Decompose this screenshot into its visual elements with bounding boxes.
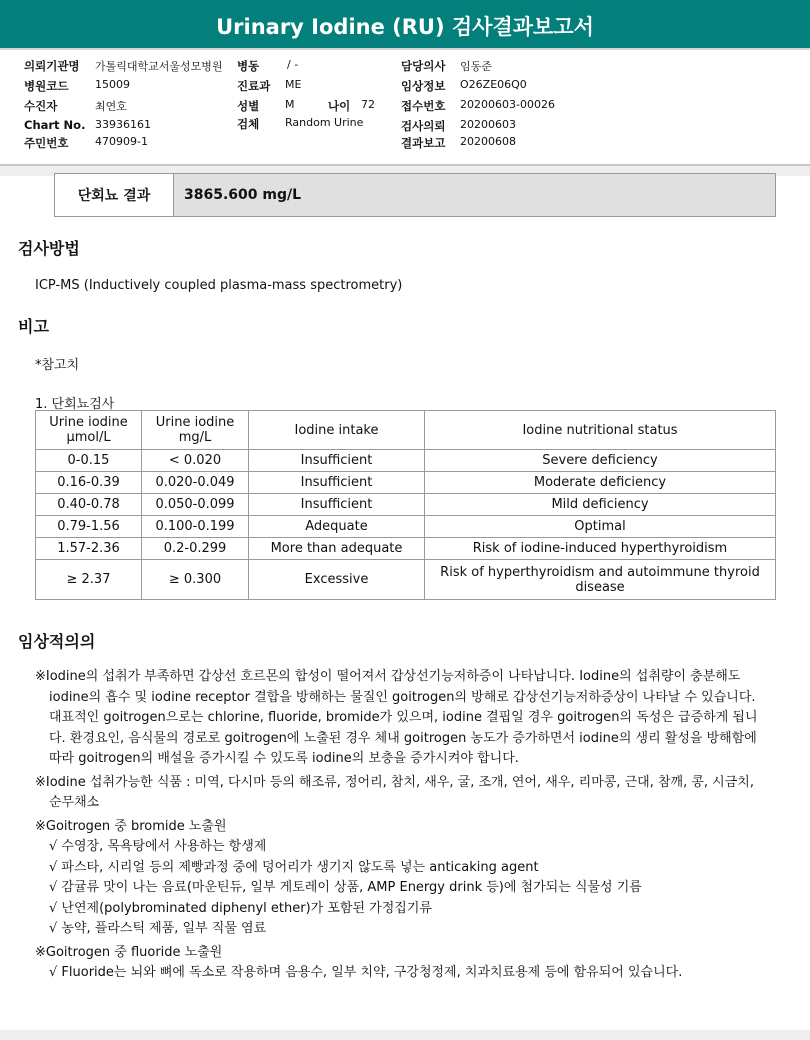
table-cell: More than adequate bbox=[249, 538, 425, 560]
table-cell: 1.57-2.36 bbox=[36, 538, 142, 560]
bromide-item: √ 수영장, 목욕탕에서 사용하는 항생제 bbox=[49, 839, 267, 854]
table-cell: 0.40-0.78 bbox=[36, 494, 142, 516]
fluoride-item: √ Fluoride는 뇌와 뼈에 독소로 작용하며 음용수, 일부 치약, 구강청정제, 치과치료용제 등에 함유되어 있습니다. bbox=[49, 965, 683, 980]
bromide-item: √ 파스타, 시리얼 등의 제빵과정 중에 덩어리가 생기지 않도록 넣는 anticaking agent bbox=[49, 859, 539, 875]
code-value: 15009 bbox=[95, 78, 130, 91]
dept-value: ME bbox=[285, 78, 302, 91]
institution-value: 가톨릭대학교서울성모병원 bbox=[95, 60, 223, 73]
method-text: ICP-MS (Inductively coupled plasma-mass spectrometry) bbox=[35, 278, 403, 293]
table-row bbox=[36, 516, 776, 538]
clinical-info-value: O26ZE06Q0 bbox=[460, 78, 527, 91]
table-cell: 0-0.15 bbox=[36, 450, 142, 472]
header-intake: Iodine intake bbox=[249, 411, 425, 450]
age-label: 나이 bbox=[328, 99, 351, 113]
report-date-value: 20200608 bbox=[460, 135, 516, 148]
table-cell: Insufficient bbox=[249, 450, 425, 472]
bottom-band bbox=[0, 1030, 810, 1040]
doctor-value: 임동준 bbox=[460, 60, 492, 73]
bromide-item: √ 농약, 플라스틱 제품, 일부 직물 염료 bbox=[49, 921, 267, 936]
header-umol: Urine iodine μmol/L bbox=[36, 411, 142, 450]
paragraph-fluoride-heading: ※Goitrogen 중 fluoride 노출원 bbox=[35, 944, 223, 960]
table-row bbox=[36, 472, 776, 494]
rrn-label: 주민번호 bbox=[24, 136, 69, 150]
patient-value: 최연호 bbox=[95, 100, 127, 113]
table-header-row bbox=[36, 411, 776, 450]
table-cell: 0.050-0.099 bbox=[142, 494, 249, 516]
header-mg: Urine iodine mg/L bbox=[142, 411, 249, 450]
table-title: 1. 단회뇨검사 bbox=[35, 397, 115, 412]
bromide-item: √ 감귤류 맛이 나는 음료(마운틴듀, 일부 게토레이 상품, AMP Energy drink 등)에 첨가되는 식물성 기름 bbox=[49, 880, 642, 895]
header-status: Iodine nutritional status bbox=[425, 411, 776, 450]
specimen-label: 검체 bbox=[237, 117, 260, 131]
result-value: 3865.600 mg/L bbox=[174, 174, 775, 216]
table-cell: < 0.020 bbox=[142, 450, 249, 472]
rrn-value: 470909-1 bbox=[95, 135, 148, 148]
patient-label: 수진자 bbox=[24, 99, 58, 113]
sex-label: 성별 bbox=[237, 99, 260, 113]
specimen-value: Random Urine bbox=[285, 116, 364, 129]
ward-label: 병동 bbox=[237, 59, 260, 73]
result-box bbox=[54, 173, 776, 217]
reference-table bbox=[35, 410, 776, 600]
request-label: 검사의뢰 bbox=[401, 119, 446, 133]
ward-value: / - bbox=[287, 58, 299, 71]
reception-label: 접수번호 bbox=[401, 99, 446, 113]
dept-label: 진료과 bbox=[237, 79, 271, 93]
table-row bbox=[36, 560, 776, 600]
paragraph-goitrogen: 대표적인 goitrogen으로는 chlorine, fluoride, bromide가 있으며, iodine 결핍일 경우 goitrogen의 독성은 급증하게 됩니다. 환경요인, 음식물의 경로로 goitrogen에 노출된 경우 체내 goitrogen 농도가 증가하면서 iodine의 생리 활성을 방해함에 따라 goitrogen의 배설을 증가시킬 수 있도록 iodine의 보충을 증가시켜야 합니다. bbox=[49, 710, 758, 766]
table-row bbox=[36, 538, 776, 560]
patient-info-block bbox=[0, 50, 810, 166]
institution-label: 의뢰기관명 bbox=[24, 59, 80, 73]
method-heading: 검사방법 bbox=[18, 239, 80, 258]
chart-no-value: 33936161 bbox=[95, 118, 151, 131]
report-date-label: 결과보고 bbox=[401, 136, 446, 150]
table-cell: Mild deficiency bbox=[425, 494, 776, 516]
clinical-info-label: 임상정보 bbox=[401, 79, 446, 93]
report-title: Urinary Iodine (RU) 검사결과보고서 bbox=[216, 15, 594, 39]
table-row bbox=[36, 494, 776, 516]
paragraph-iodine-foods: ※Iodine 섭취가능한 식품 : 미역, 다시마 등의 해조류, 정어리, 참치, 새우, 굴, 조개, 연어, 새우, 리마콩, 근대, 참깨, 콩, 시금치, 순무채소 bbox=[35, 774, 754, 810]
table-cell: Adequate bbox=[249, 516, 425, 538]
request-value: 20200603 bbox=[460, 118, 516, 131]
remarks-heading: 비고 bbox=[18, 317, 49, 336]
reference-label: *참고치 bbox=[35, 358, 80, 373]
doctor-label: 담당의사 bbox=[401, 59, 446, 73]
table-cell: Excessive bbox=[249, 560, 425, 600]
reception-value: 20200603-00026 bbox=[460, 98, 555, 111]
table-row bbox=[36, 450, 776, 472]
table-cell: Insufficient bbox=[249, 472, 425, 494]
age-value: 72 bbox=[361, 98, 375, 111]
table-cell: 0.2-0.299 bbox=[142, 538, 249, 560]
table-cell: 0.16-0.39 bbox=[36, 472, 142, 494]
table-cell: Risk of iodine-induced hyperthyroidism bbox=[425, 538, 776, 560]
clinical-significance-text bbox=[35, 667, 765, 984]
code-label: 병원코드 bbox=[24, 79, 69, 93]
table-cell: Risk of hyperthyroidism and autoimmune thyroid disease bbox=[425, 560, 776, 600]
sex-value: M bbox=[285, 98, 295, 111]
clinical-significance-heading: 임상적의의 bbox=[18, 632, 96, 651]
table-cell: Severe deficiency bbox=[425, 450, 776, 472]
table-cell: Moderate deficiency bbox=[425, 472, 776, 494]
report-title-bar bbox=[0, 0, 810, 50]
table-cell: Optimal bbox=[425, 516, 776, 538]
table-cell: 0.79-1.56 bbox=[36, 516, 142, 538]
table-cell: ≥ 0.300 bbox=[142, 560, 249, 600]
table-cell: 0.020-0.049 bbox=[142, 472, 249, 494]
chart-no-label: Chart No. bbox=[24, 118, 86, 132]
table-cell: 0.100-0.199 bbox=[142, 516, 249, 538]
table-cell: ≥ 2.37 bbox=[36, 560, 142, 600]
paragraph-bromide-heading: ※Goitrogen 중 bromide 노출원 bbox=[35, 818, 227, 834]
paragraph-iodine-deficiency: ※Iodine의 섭취가 부족하면 갑상선 호르몬의 합성이 떨어져서 갑상선기능저하증이 나타납니다. Iodine의 섭취량이 충분해도 iodine의 흡수 및 iodine receptor 결합을 방해하는 물질인 goitrogen의 방해로 갑상선기능저하증상이 나타날 수 있습니다. bbox=[35, 669, 756, 705]
bromide-item: √ 난연제(polybrominated diphenyl ether)가 포함된 가정집기류 bbox=[49, 900, 432, 916]
table-cell: Insufficient bbox=[249, 494, 425, 516]
result-label: 단회뇨 결과 bbox=[55, 174, 174, 216]
